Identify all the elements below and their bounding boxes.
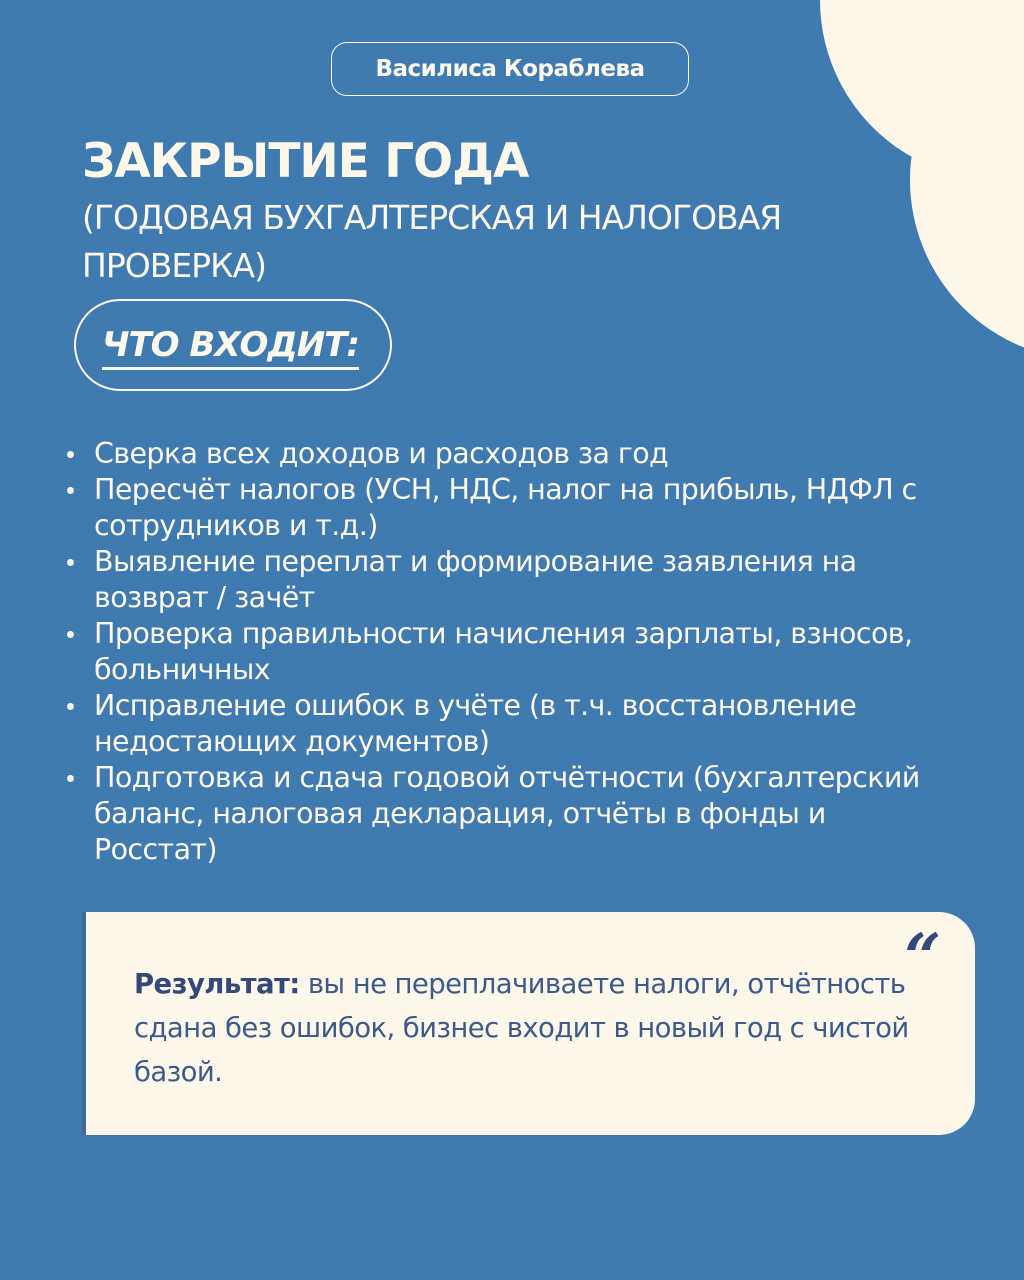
result-body: вы не переплачиваете налоги, отчётность сдана без ошибок, бизнес входит в новый год с чистой базой. <box>134 968 909 1088</box>
result-card <box>82 912 975 1135</box>
bullet-icon <box>67 631 74 638</box>
list-item: Выявление переплат и формирование заявления на возврат / зачёт <box>66 544 926 616</box>
bullet-icon <box>67 775 74 782</box>
bullet-icon <box>67 703 74 710</box>
page-subtitle: (ГОДОВАЯ БУХГАЛТЕРСКАЯ И НАЛОГОВАЯ ПРОВЕРКА) <box>82 198 782 285</box>
bullet-icon <box>67 451 74 458</box>
bullet-icon <box>67 487 74 494</box>
page-title: ЗАКРЫТИЕ ГОДА <box>82 134 529 189</box>
section-header-pill <box>74 299 392 391</box>
included-items-list <box>66 436 926 868</box>
list-item: Проверка правильности начисления зарплаты, взносов, больничных <box>66 616 926 688</box>
section-label: ЧТО ВХОДИТ: <box>102 323 359 370</box>
list-item: Пересчёт налогов (УСН, НДС, налог на прибыль, НДФЛ с сотрудников и т.д.) <box>66 472 926 544</box>
list-item: Исправление ошибок в учёте (в т.ч. восстановление недостающих документов) <box>66 688 926 760</box>
bullet-icon <box>67 559 74 566</box>
result-text <box>134 962 914 1094</box>
list-item: Подготовка и сдача годовой отчётности (бухгалтерский баланс, налоговая декларация, отчёты в фонды и Росстат) <box>66 760 926 868</box>
author-badge <box>331 42 689 96</box>
list-item: Сверка всех доходов и расходов за год <box>66 436 926 472</box>
quote-icon: “ <box>904 920 941 995</box>
author-name: Василиса Кораблева <box>375 56 645 82</box>
result-label: Результат: <box>134 968 300 1000</box>
